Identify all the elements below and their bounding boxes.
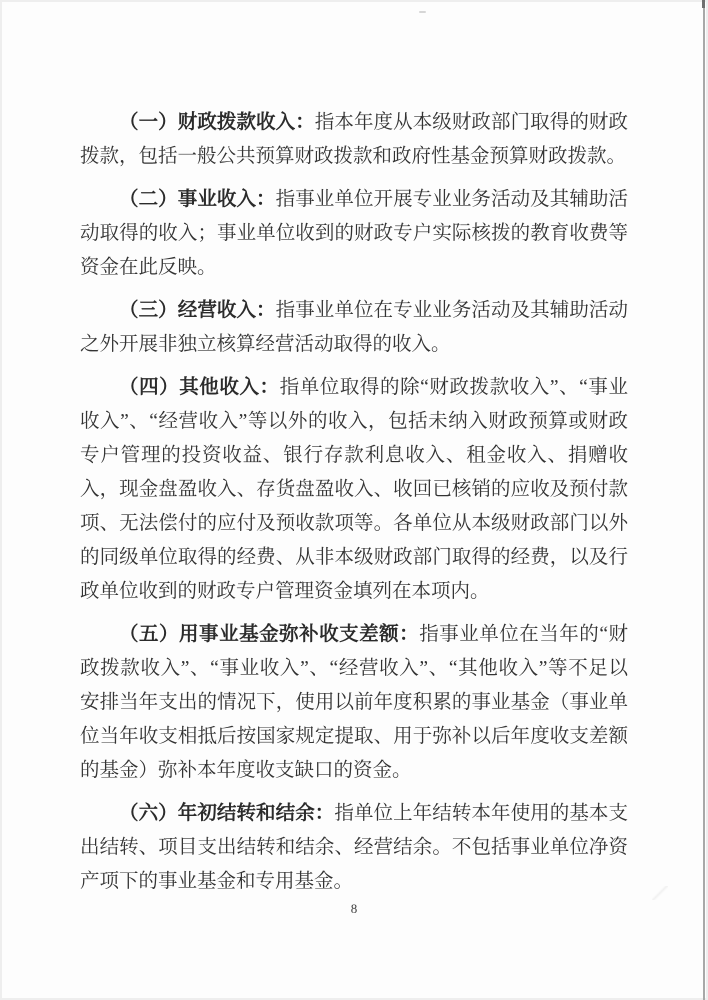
scan-edge-line-cap bbox=[702, 0, 705, 8]
paragraph-heading: （三）经营收入： bbox=[119, 300, 276, 321]
paragraph-body: 指单位取得的除“财政拨款收入”、“事业收入”、“经营收入”等以外的收入，包括未纳入财政预算或财政专户管理的投资收益、银行存款利息收入、租金收入、捐赠收入，现金盘盈收入、存货盘盈收入、收回已核销的应收及预付款项、无法偿付的应付及预收款项等。各单位从本级财政部门以外的同级单位取得的经费、从非本级财政部门取得的经费，以及行政单位收到的财政专户管理资金填列在本项内。 bbox=[80, 377, 628, 602]
paragraph-heading: （一）财政拨款收入： bbox=[119, 112, 315, 133]
scan-artifact-smudge bbox=[652, 886, 668, 900]
page-number: 8 bbox=[350, 901, 358, 916]
paragraph bbox=[80, 618, 628, 788]
paragraph bbox=[80, 106, 628, 174]
paragraph-body: 指事业单位在当年的“财政拨款收入”、“事业收入”、“经营收入”、“其他收入”等不足以安排当年支出的情况下，使用以前年度积累的事业基金（事业单位当年收支相抵后按国家规定提取、用于弥补以后年度收支差额的基金）弥补本年度收支缺口的资金。 bbox=[80, 624, 628, 781]
scan-edge-line bbox=[703, 0, 705, 1000]
paragraph-heading: （六）年初结转和结余： bbox=[119, 803, 335, 824]
paragraph-body: 指单位上年结转本年使用的基本支出结转、项目支出结转和结余、经营结余。不包括事业单位净资产项下的事业基金和专用基金。 bbox=[80, 803, 628, 892]
paragraph bbox=[80, 797, 628, 899]
scan-artifact-speck bbox=[419, 11, 426, 13]
text-area bbox=[80, 106, 628, 908]
paragraph-body: 指事业单位在专业业务活动及其辅助活动之外开展非独立核算经营活动取得的收入。 bbox=[80, 300, 628, 355]
paragraph bbox=[80, 371, 628, 609]
paragraph bbox=[80, 183, 628, 285]
paragraph-body: 指本年度从本级财政部门取得的财政拨款，包括一般公共预算财政拨款和政府性基金预算财政拨款。 bbox=[80, 112, 628, 167]
paragraph-heading: （二）事业收入： bbox=[119, 189, 276, 210]
paragraph-heading: （五）用事业基金弥补收支差额： bbox=[119, 624, 420, 645]
paragraph-body: 指事业单位开展专业业务活动及其辅助活动取得的收入；事业单位收到的财政专户实际核拨的教育收费等资金在此反映。 bbox=[80, 189, 628, 278]
paragraph bbox=[80, 294, 628, 362]
paragraph-heading: （四）其他收入： bbox=[119, 377, 280, 398]
